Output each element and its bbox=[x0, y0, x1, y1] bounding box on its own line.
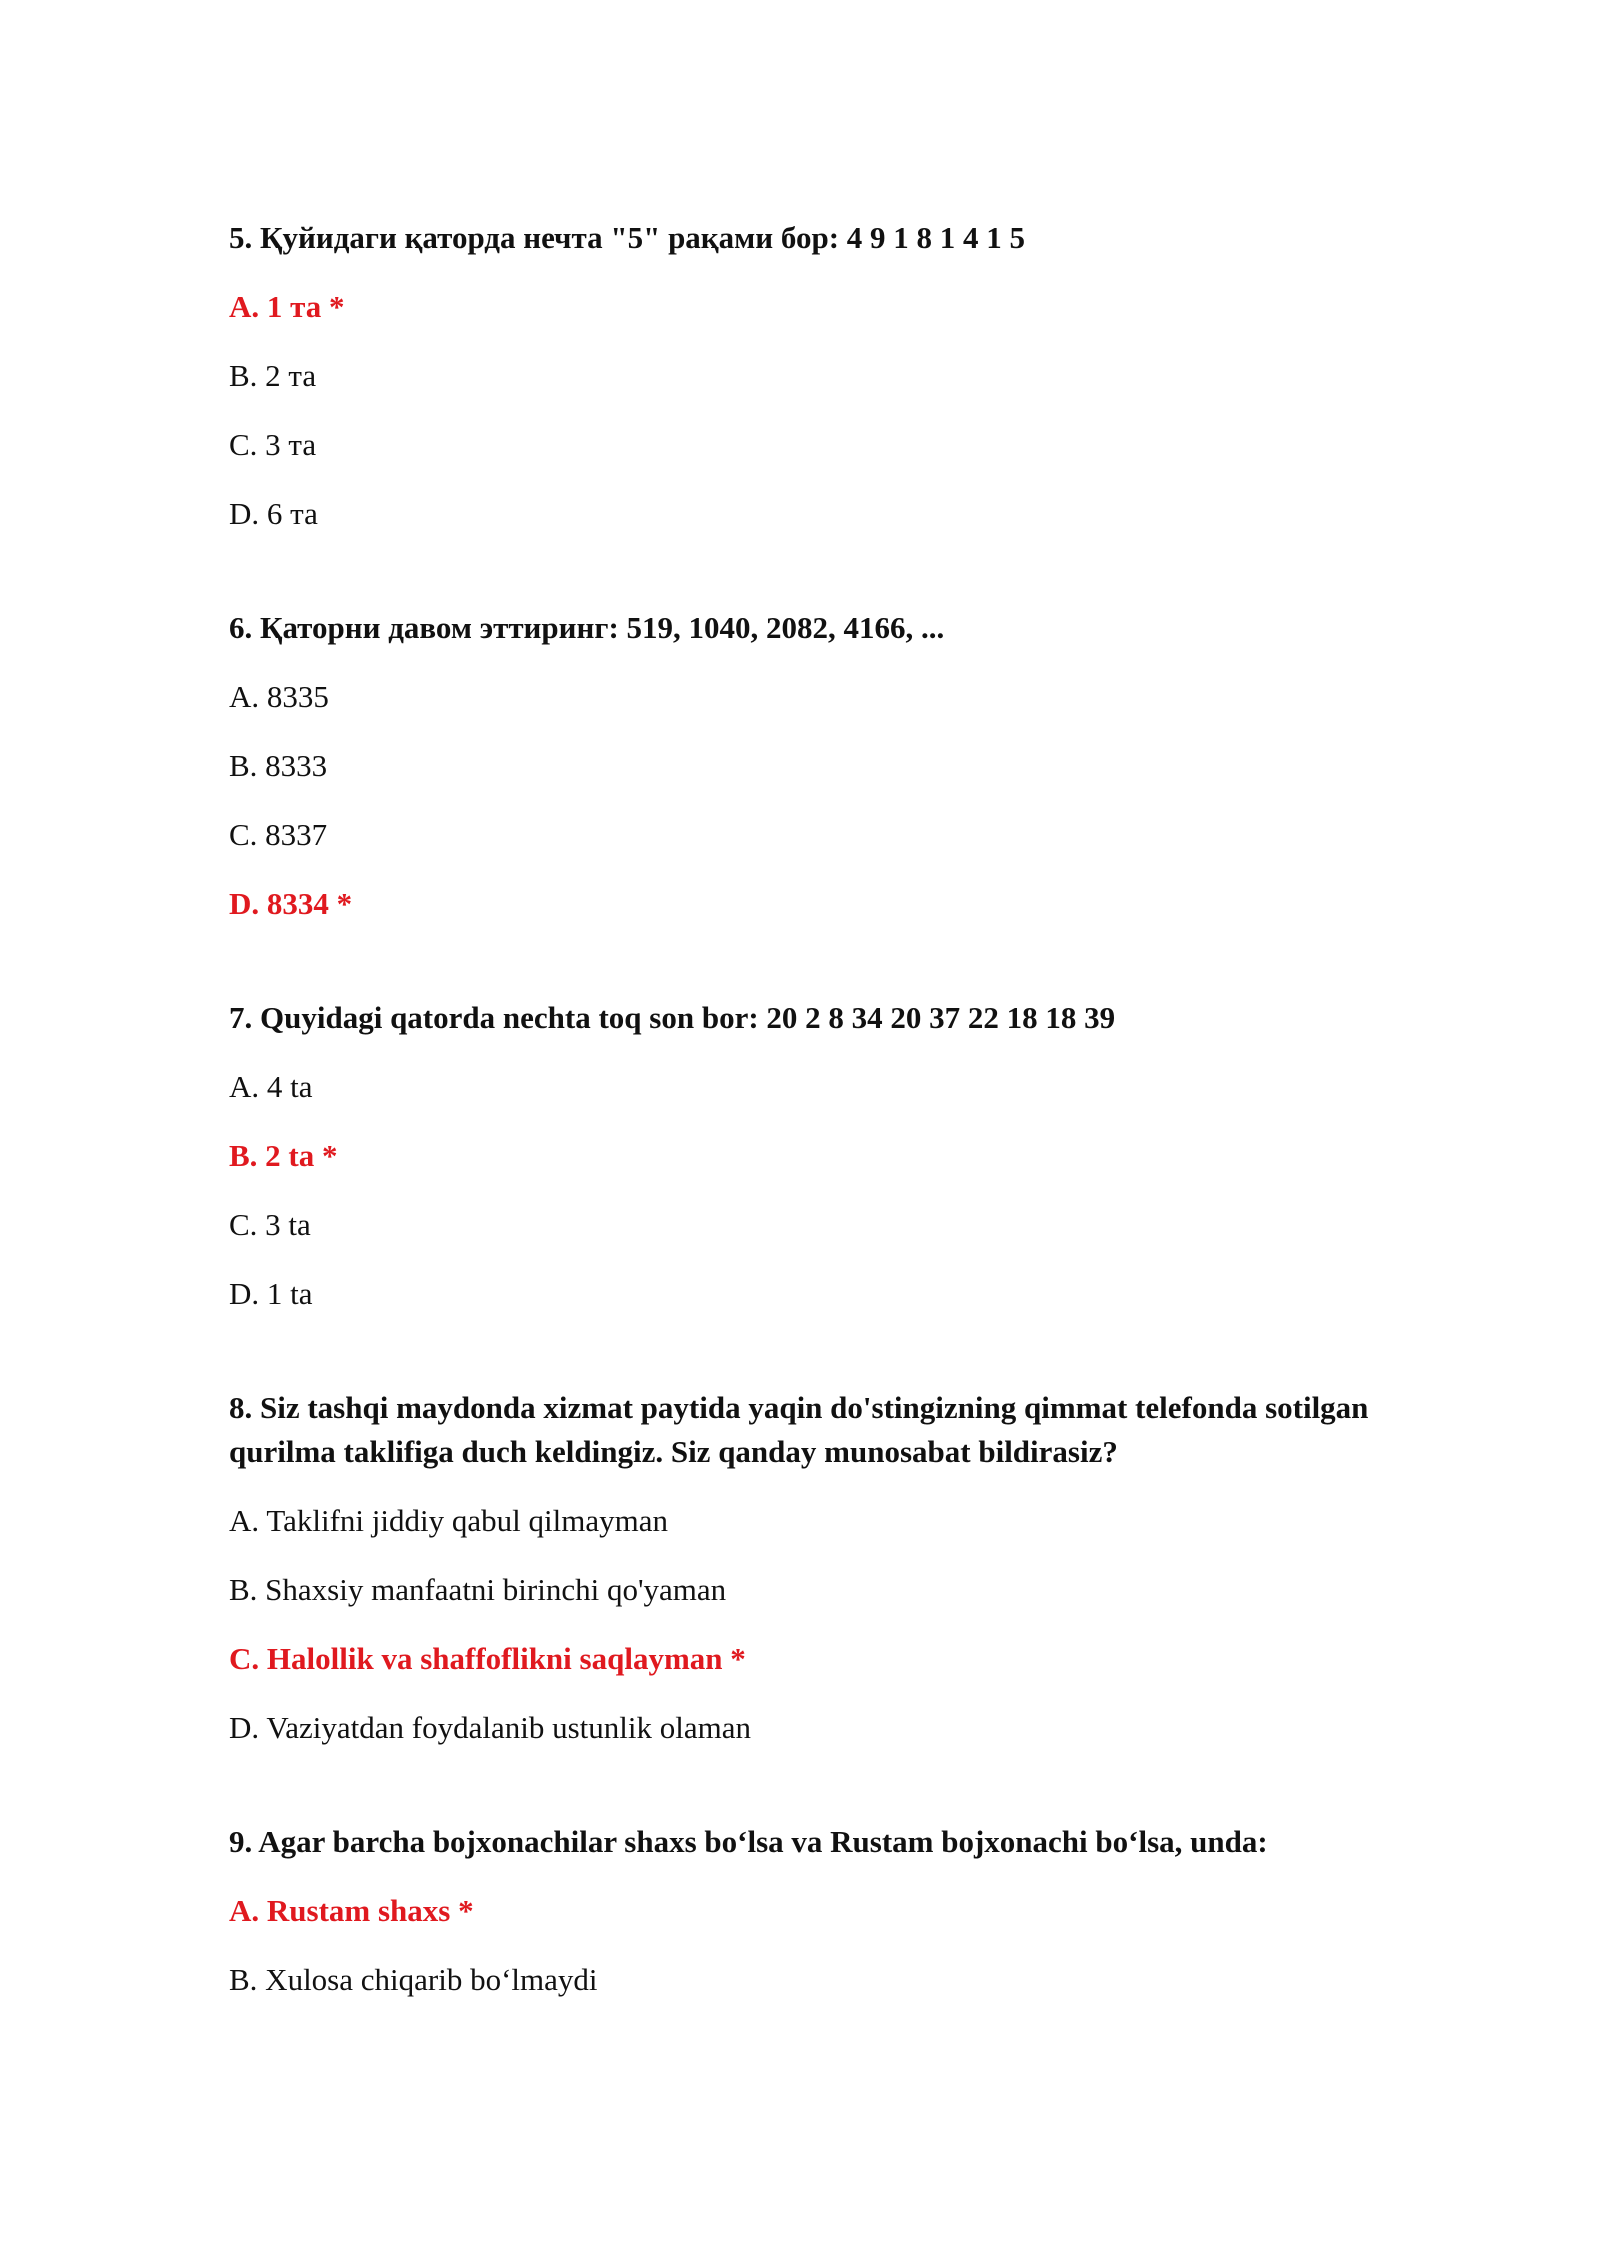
answer-option: B. Shaxsiy manfaatni birinchi qo'yaman bbox=[229, 1572, 727, 1607]
question-9 bbox=[229, 1820, 1429, 2002]
answer-option: D. Vaziyatdan foydalanib ustunlik olaman bbox=[229, 1710, 752, 1745]
answer-option: B. 2 ta * bbox=[229, 1138, 338, 1173]
question-6 bbox=[229, 606, 1429, 926]
answer-option: B. 2 та bbox=[229, 358, 317, 393]
answer-option: C. Halollik va shaffoflikni saqlayman * bbox=[229, 1641, 746, 1676]
answer-option: A. Rustam shaxs * bbox=[229, 1893, 474, 1928]
answer-option: A. 4 ta bbox=[229, 1069, 313, 1104]
question-text: 6. Қаторни давом эттиринг: 519, 1040, 2082, 4166, ... bbox=[229, 610, 945, 645]
answer-option: B. 8333 bbox=[229, 748, 328, 783]
question-5 bbox=[229, 216, 1429, 536]
answer-option: D. 8334 * bbox=[229, 886, 353, 921]
answer-option: A. 8335 bbox=[229, 679, 329, 714]
answer-option: A. 1 та * bbox=[229, 289, 345, 324]
question-text: 5. Қуйидаги қаторда нечта "5" рақами бор: 4 9 1 8 1 4 1 5 bbox=[229, 220, 1026, 255]
question-list bbox=[229, 216, 1429, 2072]
answer-option: B. Xulosa chiqarib bo‘lmaydi bbox=[229, 1962, 598, 1997]
answer-option: C. 8337 bbox=[229, 817, 328, 852]
answer-option: C. 3 та bbox=[229, 427, 317, 462]
question-text: 7. Quyidagi qatorda nechta toq son bor: 20 2 8 34 20 37 22 18 18 39 bbox=[229, 1000, 1116, 1035]
answer-option: C. 3 ta bbox=[229, 1207, 311, 1242]
answer-option: D. 1 ta bbox=[229, 1276, 313, 1311]
question-text: 9. Agar barcha bojxonachilar shaxs bo‘lsa va Rustam bojxonachi bo‘lsa, unda: bbox=[229, 1824, 1268, 1859]
answer-option: A. Taklifni jiddiy qabul qilmayman bbox=[229, 1503, 668, 1538]
question-7 bbox=[229, 996, 1429, 1316]
answer-option: D. 6 та bbox=[229, 496, 318, 531]
question-8 bbox=[229, 1386, 1429, 1750]
question-text: 8. Siz tashqi maydonda xizmat paytida yaqin do'stingizning qimmat telefonda sotilgan qurilma taklifiga duch keldingiz. Siz qanday munosabat bildirasiz? bbox=[229, 1390, 1369, 1469]
